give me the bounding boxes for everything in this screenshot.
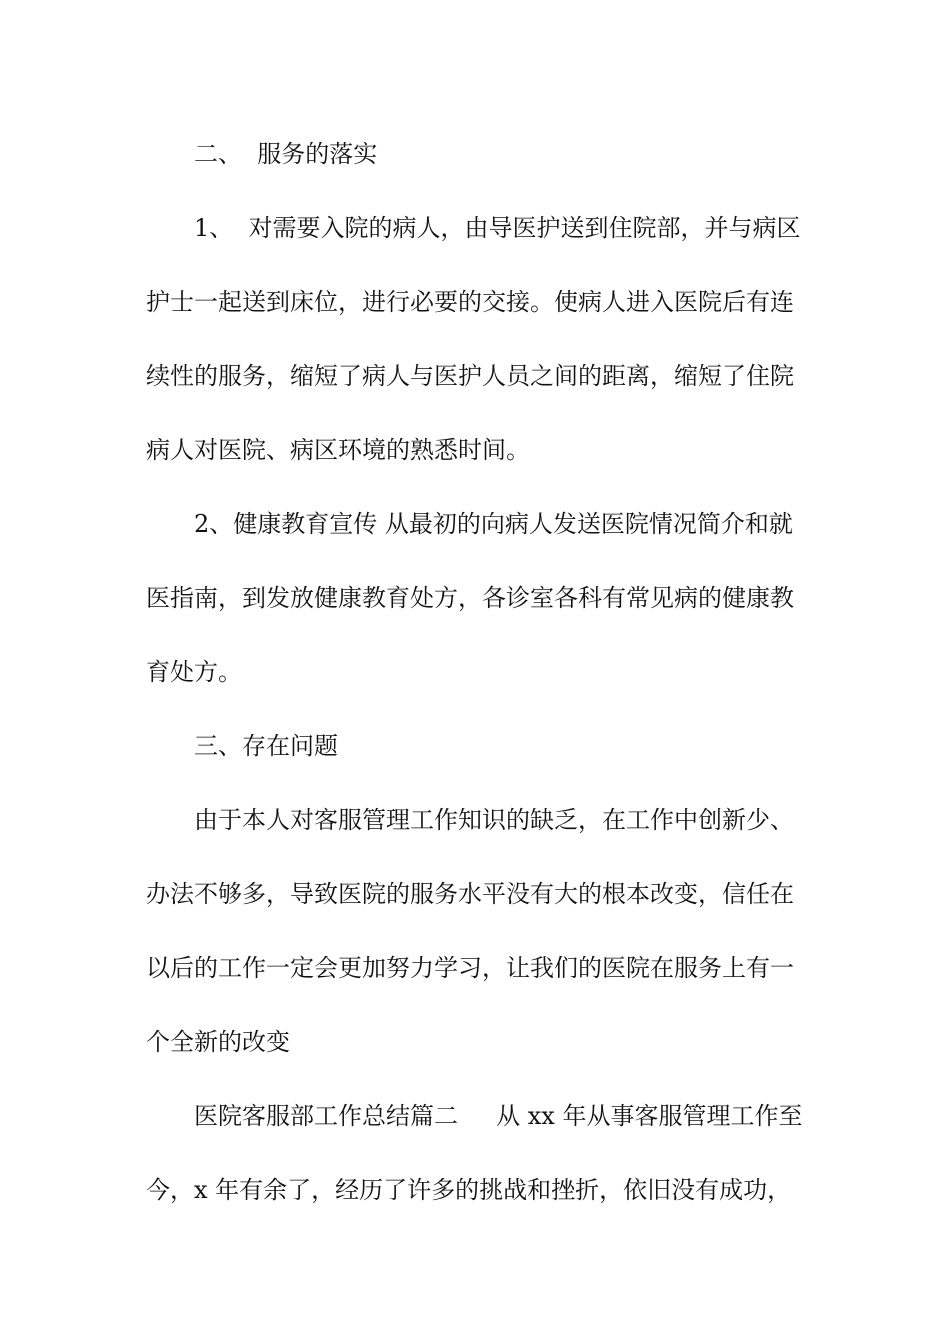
paragraph-line: 育处方。 bbox=[146, 658, 242, 686]
paragraph-line: 今，x 年有余了，经历了许多的挑战和挫折，依旧没有成功， bbox=[146, 1176, 792, 1204]
section-heading-problems: 三、存在问题 bbox=[194, 732, 338, 760]
paragraph-line: 1、 对需要入院的病人，由导医护送到住院部，并与病区 bbox=[194, 214, 801, 242]
paragraph-line: 办法不够多，导致医院的服务水平没有大的根本改变，信任在 bbox=[146, 880, 794, 908]
section-heading-service: 二、 服务的落实 bbox=[194, 140, 378, 168]
paragraph-line: 2、健康教育宣传 从最初的向病人发送医院情况简介和就 bbox=[194, 510, 793, 538]
paragraph-line: 个全新的改变 bbox=[146, 1028, 290, 1056]
paragraph-line: 由于本人对客服管理工作知识的缺乏，在工作中创新少、 bbox=[194, 806, 794, 834]
paragraph-line: 病人对医院、病区环境的熟悉时间。 bbox=[146, 436, 530, 464]
paragraph-line: 以后的工作一定会更加努力学习，让我们的医院在服务上有一 bbox=[146, 954, 794, 982]
paragraph-line: 续性的服务，缩短了病人与医护人员之间的距离，缩短了住院 bbox=[146, 362, 794, 390]
paragraph-line: 医指南，到发放健康教育处方，各诊室各科有常见病的健康教 bbox=[146, 584, 794, 612]
paragraph-line: 护士一起送到床位，进行必要的交接。使病人进入医院后有连 bbox=[146, 288, 794, 316]
paragraph-line: 医院客服部工作总结篇二 从 xx 年从事客服管理工作至 bbox=[194, 1102, 803, 1130]
